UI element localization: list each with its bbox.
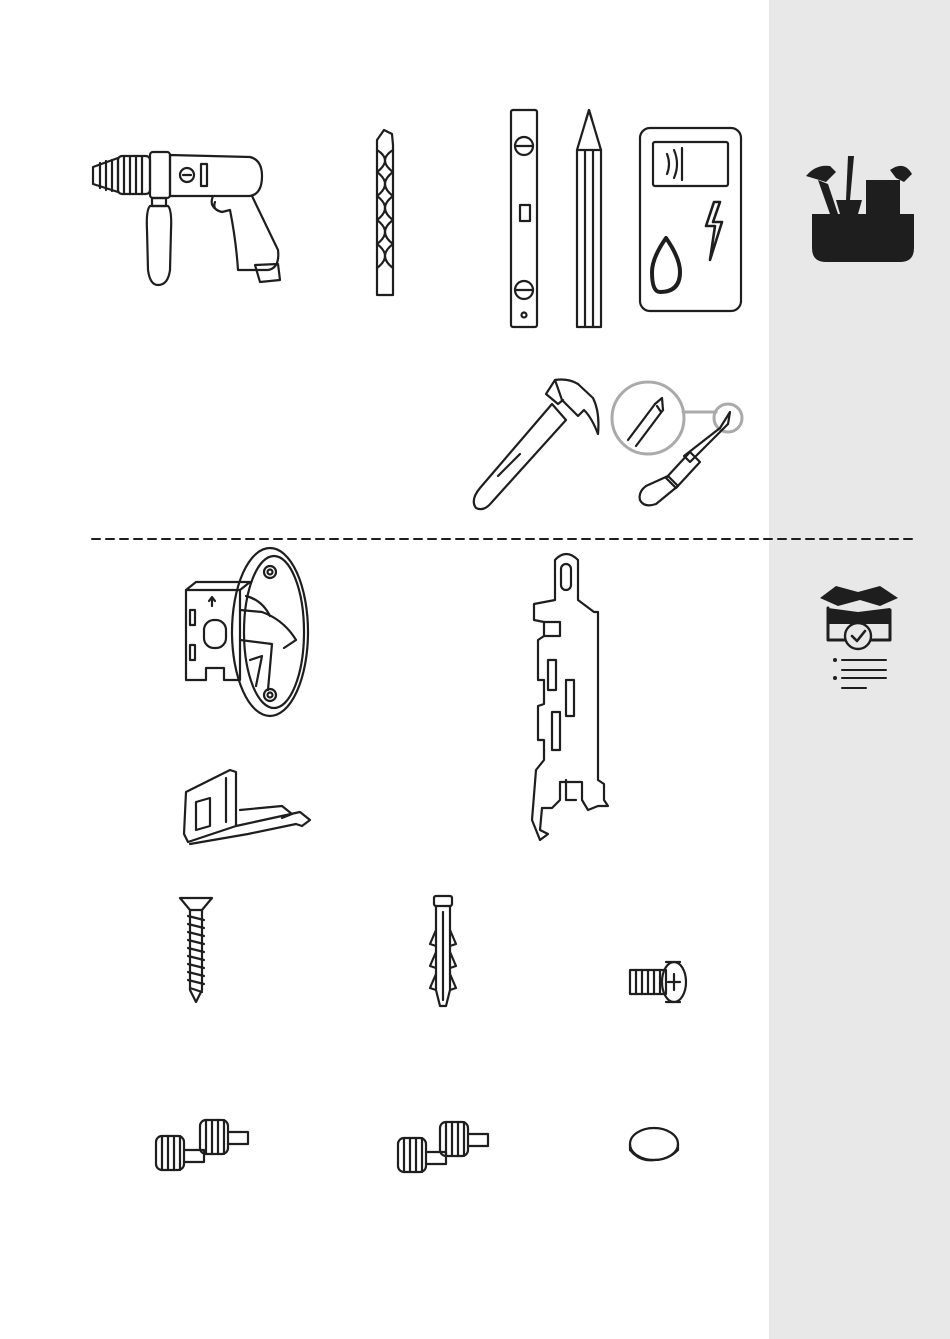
hammer-icon (474, 380, 599, 510)
toolbox-icon (806, 156, 914, 262)
multimeter-icon (640, 128, 741, 311)
phillips-screwdriver-icon (612, 382, 742, 505)
package-checklist-icon (820, 586, 898, 688)
pencil-icon (577, 110, 601, 327)
spirit-level-icon (511, 110, 537, 327)
cover-cap-icon (630, 1128, 678, 1160)
drill-bit-icon (377, 130, 393, 295)
wall-bracket-round-icon (186, 548, 308, 716)
wall-plug-icon (430, 896, 456, 1006)
machine-screw-icon (630, 962, 686, 1002)
mounting-plate-icon (532, 554, 608, 840)
wood-screw-icon (180, 898, 212, 1002)
clip-bracket-icon (184, 770, 310, 844)
thumb-screws-pair-icon (156, 1120, 248, 1170)
drill-icon (93, 152, 280, 285)
thumb-screws-pair-icon (398, 1122, 488, 1172)
